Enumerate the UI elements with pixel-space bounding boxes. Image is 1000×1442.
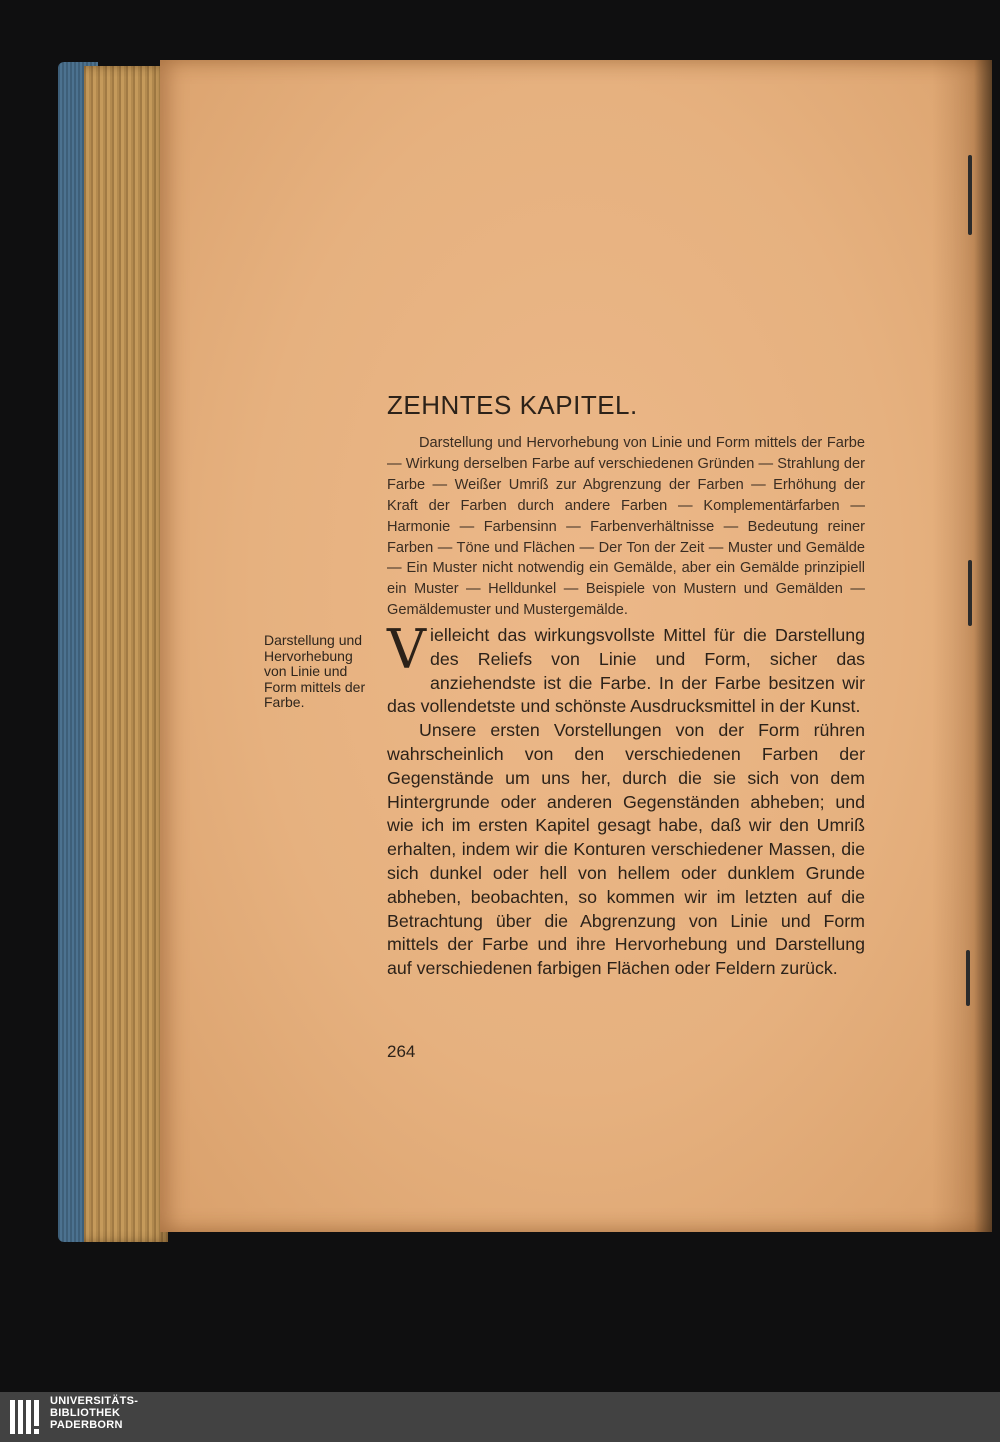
paragraph-text: ielleicht das wirkungsvollste Mittel für die Darstellung des Reliefs von Linie und Form, sicher das anziehendste ist die Farbe. In der Farbe besitzen wir das vollendetste und schönste Ausdrucksmittel in der Kunst. bbox=[387, 625, 865, 717]
page-number: 264 bbox=[387, 1042, 416, 1061]
drop-cap: V bbox=[387, 618, 426, 681]
chapter-title: ZEHNTES KAPITEL. bbox=[387, 390, 638, 420]
library-name-line: PADERBORN bbox=[50, 1419, 123, 1431]
staple-icon bbox=[968, 155, 972, 235]
staple-icon bbox=[966, 950, 970, 1006]
library-name-line: BIBLIOTHEK bbox=[50, 1407, 121, 1419]
book-page bbox=[160, 60, 992, 1232]
library-name bbox=[50, 1395, 138, 1431]
staple-icon bbox=[968, 560, 972, 626]
footer-bar bbox=[0, 1392, 1000, 1442]
library-name-line: UNIVERSITÄTS- bbox=[50, 1395, 139, 1407]
gutter-shadow bbox=[932, 60, 992, 1232]
library-logo-icon bbox=[10, 1400, 40, 1434]
page-edges bbox=[84, 66, 168, 1242]
marginal-note: Darstellung und Hervorhebung von Linie und Form mittels der Farbe. bbox=[264, 632, 366, 711]
chapter-summary: Darstellung und Hervorhebung von Linie und Form mittels der Farbe — Wirkung derselben Farbe auf verschiedenen Gründen — Strahlung der Farbe — Weißer Umriß zur Abgrenzung der Farben — Erhöhung der Kraft der Farben durch andere Farben — Komplementärfarben — Harmonie — Farbensinn — Farbenverhältnisse — Bedeutung reiner Farben — Töne und Flächen — Der Ton der Zeit — Muster und Gemälde — Ein Muster nicht notwendig ein Gemälde, aber ein Gemälde prinzipiell ein Muster — Helldunkel — Beispiele von Mustern und Gemälden — Gemäldemuster und Mustergemälde. bbox=[387, 435, 865, 619]
body-text bbox=[387, 618, 865, 981]
paragraph: Unsere ersten Vorstellungen von der Form rühren wahrscheinlich von den verschiedenen Farben der Gegenstände um uns her, durch die sie sich von dem Hintergrunde oder anderen Gegenständen abheben; und wie ich im ersten Kapitel gesagt habe, daß wir den Umriß erhalten, indem wir die Konturen verschiedener Massen, die sich dunkel oder hell von hellem oder dunklem Grunde abheben, beobachten, so kommen wir im letzten auf die Betrachtung über die Abgrenzung von Linie und Form mittels der Farbe und ihre Hervorhebung und Darstellung auf verschiedenen farbigen Flächen oder Feldern zurück. bbox=[387, 720, 865, 979]
paragraph bbox=[387, 618, 865, 719]
